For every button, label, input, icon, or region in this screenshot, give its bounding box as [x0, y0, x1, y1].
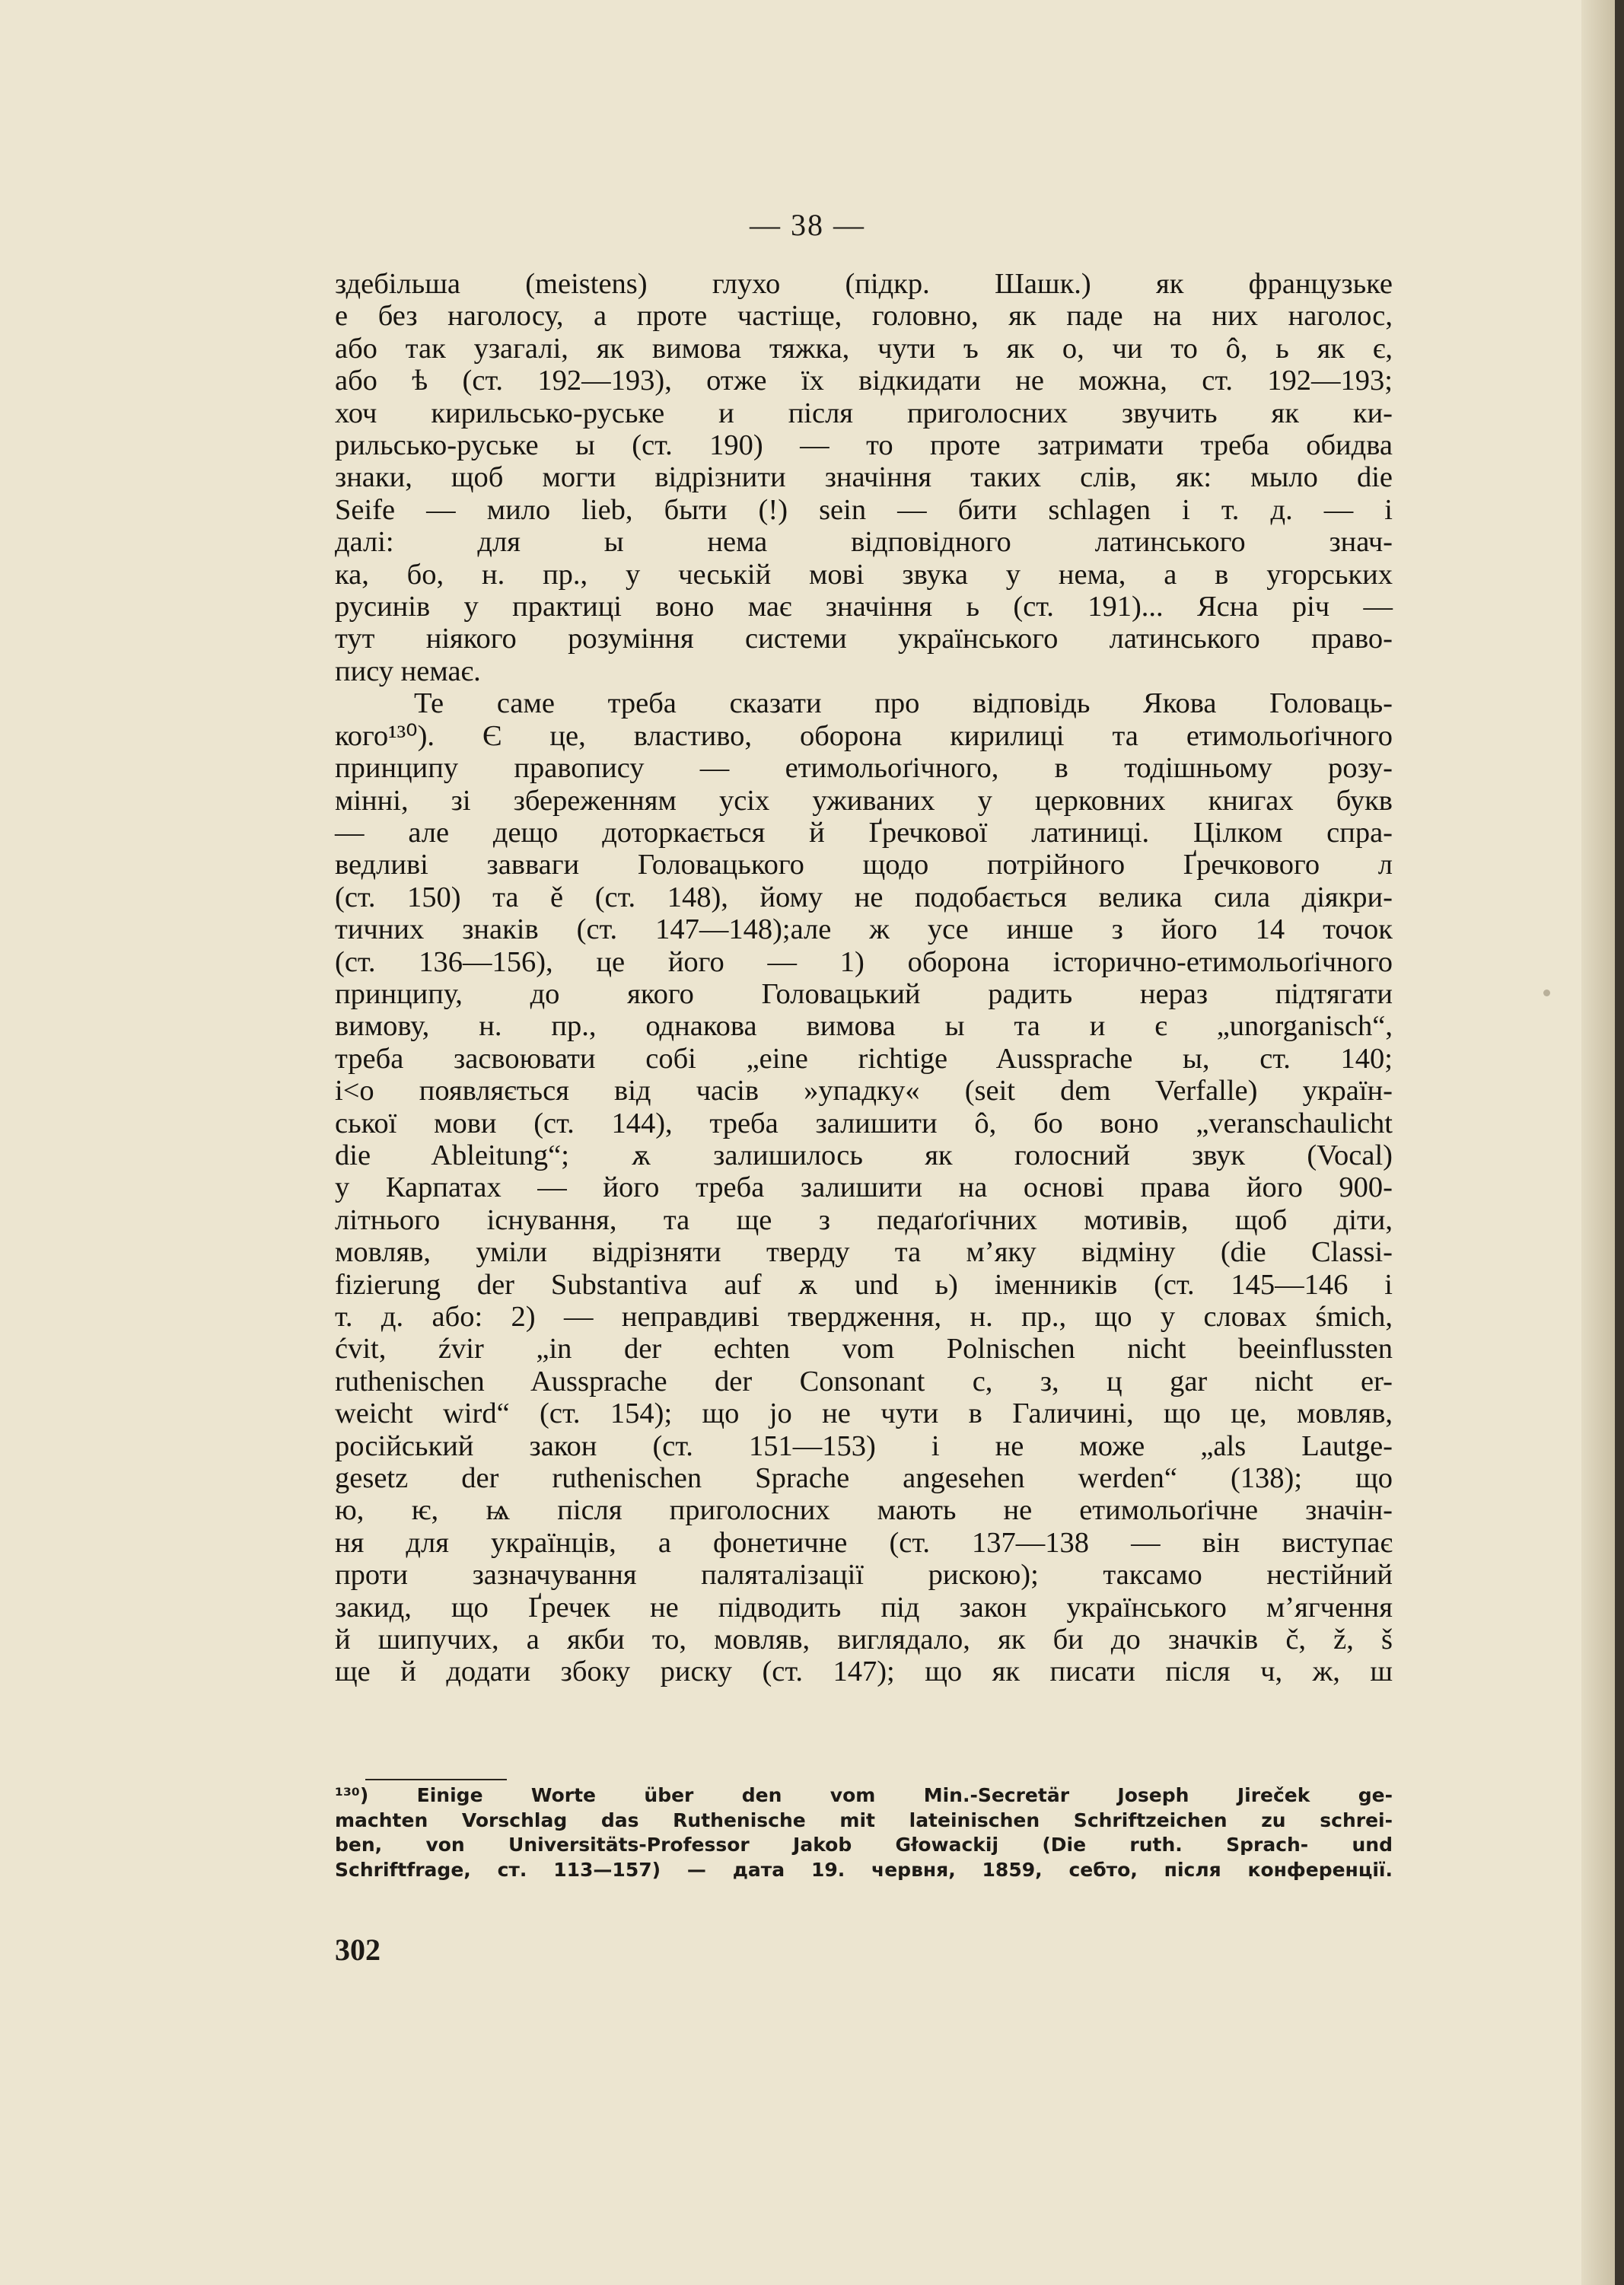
footnote-divider — [365, 1779, 507, 1780]
page-number: 302 — [335, 1933, 381, 1967]
text-line: ю, ѥ, ѩ після приголосних мають не етимольоґічне значін- — [335, 1494, 1393, 1527]
text-line: ruthenischen Aussprache der Consonant с, з, ц gar nicht er- — [335, 1365, 1393, 1397]
footnote-line: ben, von Universitäts-Professor Jakob Głowackij (Die ruth. Sprach- und — [335, 1834, 1393, 1856]
footnote-line: ¹³⁰) Einige Worte über den vom Min.-Secretär Joseph Jireček ge- — [335, 1784, 1393, 1806]
text-line: — але дещо доторкається й Ґречкової латиниці. Цілком спра- — [335, 816, 1393, 849]
text-line: принципу правопису — етимольоґічного, в тодішньому розу- — [335, 752, 1393, 785]
text-line: проти зазначування паляталізації рискою); таксамо нестійний — [335, 1559, 1393, 1592]
text-line: gesetz der ruthenischen Sprache angesehen werden“ (138); що — [335, 1462, 1393, 1495]
text-line: е без наголосу, а проте частіще, головно, як паде на них наголос, — [335, 300, 1393, 333]
footnote-130 — [335, 1783, 1393, 1882]
text-line: мінні, зі збереженням усіх уживаних у церковних книгах букв — [335, 784, 1393, 817]
text-line: у Карпатах — його треба залишити на основі права його 900- — [335, 1171, 1393, 1204]
text-line: ня для українців, а фонетичне (ст. 137—138 — він виступає — [335, 1526, 1393, 1559]
page-edge-shadow — [1581, 0, 1615, 2285]
text-line: Seife — мило lieb, быти (!) sein — бити schlagen і т. д. — і — [335, 493, 1393, 526]
paragraph-first-line: Те саме треба сказати про відповідь Якова Головаць- — [414, 687, 1393, 720]
text-line: закид, що Ґречек не підводить під закон українського м’ягчення — [335, 1591, 1393, 1624]
text-line: і<о появляється від часів »упадку« (seit dem Verfalle) україн- — [335, 1075, 1393, 1107]
text-line: мовляв, уміли відрізняти тверду та м’яку відміну (die Classi- — [335, 1236, 1393, 1269]
text-line: вимову, н. пр., однакова вимова ы та и є „unorganisch“, — [335, 1010, 1393, 1043]
running-header: — 38 — — [750, 208, 865, 242]
text-line: (ст. 150) та ě (ст. 148), йому не подобається велика сила діякри- — [335, 881, 1393, 913]
text-line: знаки, щоб могти відрізнити значіння таких слів, як: мыло die — [335, 461, 1393, 494]
text-line: кого¹³⁰). Є це, властиво, оборона кирилиці та етимольоґічного — [335, 719, 1393, 752]
text-line: або ѣ (ст. 192—193), отже їх відкидати не можна, ст. 192—193; — [335, 365, 1393, 397]
text-line: хоч кирильсько-руське и після приголосних звучить як ки- — [335, 397, 1393, 429]
text-line: принципу, до якого Головацький радить нераз підтягати — [335, 977, 1393, 1010]
text-line: рильсько-руське ы (ст. 190) — то проте затримати треба обидва — [335, 429, 1393, 462]
text-line: ще й додати збоку риску (ст. 147); що як писати після ч, ж, ш — [335, 1656, 1393, 1688]
text-line: тут ніякого розуміння системи українського латинського право- — [335, 623, 1393, 655]
text-line: ської мови (ст. 144), треба залишити ô, бо воно „veranschaulicht — [335, 1107, 1393, 1139]
text-line: weicht wird“ (ст. 154); що jo не чути в Галичині, що це, мовляв, — [335, 1397, 1393, 1430]
main-text — [335, 268, 1393, 1688]
text-line: або так узагалі, як вимова тяжка, чути ъ як о, чи то ô, ь як є, — [335, 332, 1393, 365]
text-line: тичних знаків (ст. 147—148);але ж усе инше з його 14 точок — [335, 913, 1393, 946]
paper-speck — [1543, 990, 1550, 996]
text-line: треба засвоювати собі „eine richtige Aussprache ы, ст. 140; — [335, 1042, 1393, 1075]
text-line: die Ableitung“; ѫ залишилось як голосний звук (Vocal) — [335, 1139, 1393, 1171]
text-line: пису немає. — [335, 655, 481, 687]
footnote-line: machten Vorschlag das Ruthenische mit lateinischen Schriftzeichen zu schrei- — [335, 1809, 1393, 1831]
text-line: й шипучих, а якби то, мовляв, виглядало, як би до значків č, ž, š — [335, 1624, 1393, 1656]
text-line: ка, бо, н. пр., у чеській мові звука у нема, а в угорських — [335, 558, 1393, 591]
text-line: літнього існування, та ще з педаґоґічних мотивів, щоб діти, — [335, 1203, 1393, 1236]
text-line: fizierung der Substantiva auf ѫ und ь) іменників (ст. 145—146 і — [335, 1268, 1393, 1301]
text-line: русинів у практиці воно має значіння ь (ст. 191)... Ясна річ — — [335, 591, 1393, 623]
text-line: ćvit, źvir „in der echten vom Polnischen nicht beeinflussten — [335, 1333, 1393, 1366]
text-line: (ст. 136—156), це його — 1) оборона історично-етимольоґічного — [335, 945, 1393, 978]
footnote-line: Schriftfrage, ст. 113—157) — дата 19. червня, 1859, себто, після конференції. — [335, 1858, 1393, 1881]
text-line: здебільша (meistens) глухо (підкр. Шашк.) як французьке — [335, 268, 1393, 300]
text-line: ведливі завваги Головацького щодо потрійного Ґречкового л — [335, 849, 1393, 881]
text-line: далі: для ы нема відповідного латинського знач- — [335, 526, 1393, 559]
text-line: т. д. або: 2) — неправдиві твердження, н. пр., що у словах śmich, — [335, 1301, 1393, 1333]
text-line: російський закон (ст. 151—153) і не може „als Lautge- — [335, 1429, 1393, 1462]
